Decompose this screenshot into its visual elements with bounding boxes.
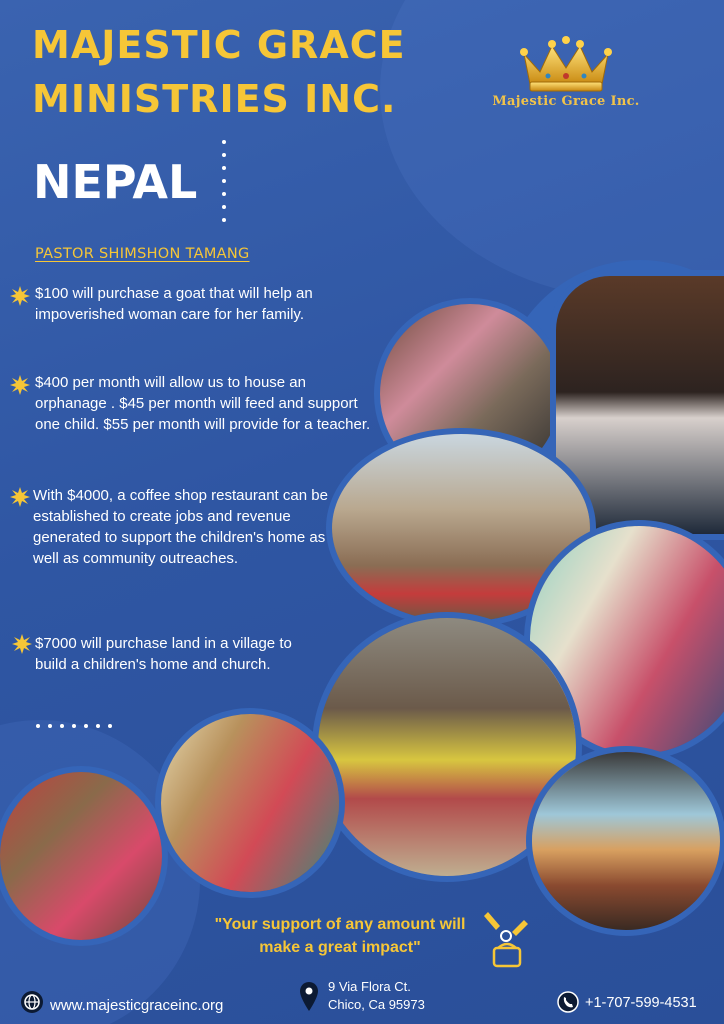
starburst-icon — [12, 634, 32, 654]
logo-text: Majestic Grace Inc. — [492, 94, 640, 109]
photo-two-boys — [155, 708, 345, 898]
donation-hands-icon — [480, 910, 532, 970]
photo-coffee-shop — [526, 746, 724, 936]
starburst-icon — [10, 286, 30, 306]
starburst-icon — [10, 487, 30, 507]
location-pin-icon — [300, 982, 318, 1012]
crown-icon — [518, 36, 614, 94]
donation-item-1-text: $100 will purchase a goat that will help an impoverished woman care for her family. — [35, 285, 313, 323]
address-line-1: 9 Via Flora Ct. — [328, 979, 411, 994]
dotted-divider-vertical — [222, 140, 226, 231]
phone-number[interactable]: +1-707-599-4531 — [585, 995, 697, 1011]
logo — [474, 36, 658, 116]
address — [328, 978, 425, 1014]
dotted-divider-horizontal — [36, 713, 120, 717]
donation-item-3 — [33, 485, 328, 569]
support-quote: "Your support of any amount will make a great impact" — [214, 916, 466, 956]
website-link[interactable]: www.majesticgraceinc.org — [50, 997, 224, 1014]
country-heading: NEPAL — [33, 155, 198, 209]
donation-item-4-text: $7000 will purchase land in a village to build a children's home and church. — [35, 635, 292, 673]
photo-sick-child — [0, 766, 168, 946]
phone-icon — [557, 991, 579, 1013]
address-line-2: Chico, Ca 95973 — [328, 997, 425, 1012]
donation-item-1 — [35, 283, 370, 325]
title-line-1: MAJESTIC GRACE — [32, 23, 406, 67]
starburst-icon — [10, 375, 30, 395]
donation-item-2 — [35, 372, 375, 435]
organization-title — [32, 18, 406, 126]
globe-icon — [20, 990, 44, 1014]
donation-item-3-text: With $4000, a coffee shop restaurant can be established to create jobs and revenue generated to support the children's home as well as community outreaches. — [33, 487, 328, 567]
title-line-2: MINISTRIES INC. — [32, 77, 397, 121]
donation-item-2-text: $400 per month will allow us to house an orphanage . $45 per month will feed and support one child. $55 per month will provide for a teacher. — [35, 374, 371, 433]
pastor-name: PASTOR SHIMSHON TAMANG — [35, 246, 250, 262]
donation-item-4 — [35, 633, 325, 675]
